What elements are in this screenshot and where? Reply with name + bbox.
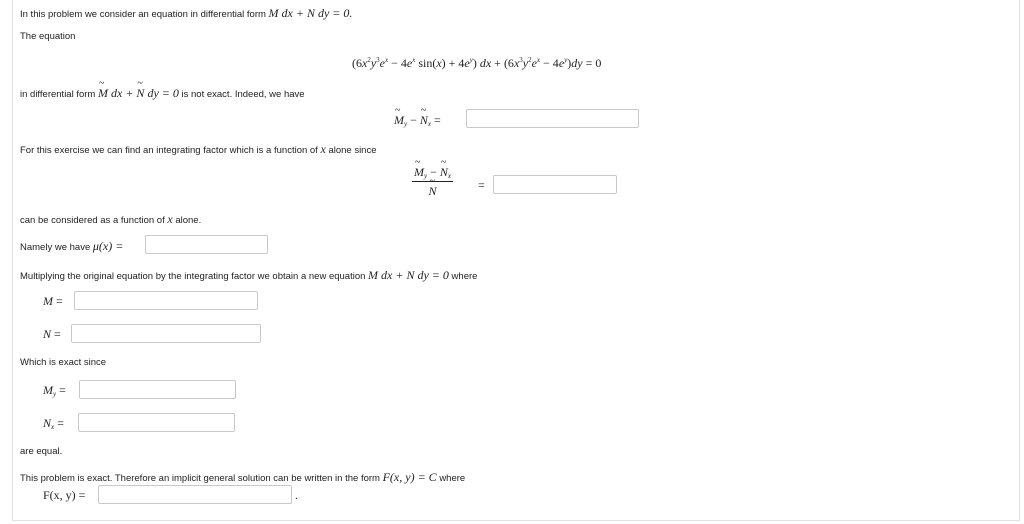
fraction-numerator: ~ $M_y$ − ~ $N_x$ [412,165,453,182]
function-of-x-tail: alone. [175,215,202,226]
ratio-fraction [412,165,453,199]
mu-input[interactable] [145,235,268,254]
exact-since-text: Which is exact since [20,357,107,368]
multiplying-line [20,268,477,283]
intro-line [20,6,352,21]
mu-label: μ(x) = [92,239,124,253]
F-label: F(x, y) = [43,488,86,502]
N-input[interactable] [71,324,261,343]
trailing-period: . [295,488,298,502]
intro-math: M dx + N dy = 0. [268,6,353,20]
conclusion-math: F(x, y) = C [382,470,437,484]
F-input[interactable] [98,485,292,504]
not-exact-math: ~ M dx + ~ N dy = 0 [98,86,179,100]
M-input[interactable] [74,291,258,310]
not-exact-line [20,86,305,101]
conclusion-text: This problem is exact. Therefore an implicit general solution can be written in the form [20,473,380,484]
integrating-factor-x: x [320,142,326,156]
function-of-x-math: x [167,212,173,226]
function-of-x-text: can be considered as a function of [20,215,165,226]
My-input[interactable] [79,380,236,399]
intro-text: In this problem we consider an equation in differential form [20,9,266,20]
Nx-label: $N_x$ = [43,416,64,431]
fraction-denominator: ~ N [412,182,453,199]
problem-panel [12,0,1020,521]
My-label: $M_y$ = [43,383,66,398]
function-of-x-line [20,212,201,227]
multiplying-tail: where [451,271,478,282]
not-exact-text-after: is not exact. Indeed, we have [181,89,305,100]
multiplying-text: Multiplying the original equation by the integrating factor we obtain a new equation [20,271,366,282]
integrating-factor-text: For this exercise we can find an integrating factor which is a function of [20,145,318,156]
fraction-equals: = [478,178,485,192]
diff-label: ~ $M_y$ − ~ $N_x$ = [394,113,441,128]
diff-input[interactable] [466,109,639,128]
mu-text: Namely we have [20,242,91,253]
the-equation-label: The equation [20,31,76,42]
M-label: M = [43,294,63,308]
conclusion-tail: where [439,473,466,484]
integrating-factor-line [20,142,377,157]
not-exact-text-before: in differential form [20,89,96,100]
multiplying-math: M dx + N dy = 0 [368,268,449,282]
main-equation: ($6x^2y^3e^x - 4e^x$ $\sin(x) + 4e^y$) dx + $(6x^3y^2e^x - 4e^y)dy = 0$ [352,56,602,70]
integrating-factor-tail: alone since [328,145,377,156]
are-equal-text: are equal. [20,446,63,457]
mu-line [20,239,123,254]
Nx-input[interactable] [78,413,235,432]
N-label: N = [43,327,61,341]
ratio-input[interactable] [493,175,617,194]
conclusion-line [20,470,465,485]
